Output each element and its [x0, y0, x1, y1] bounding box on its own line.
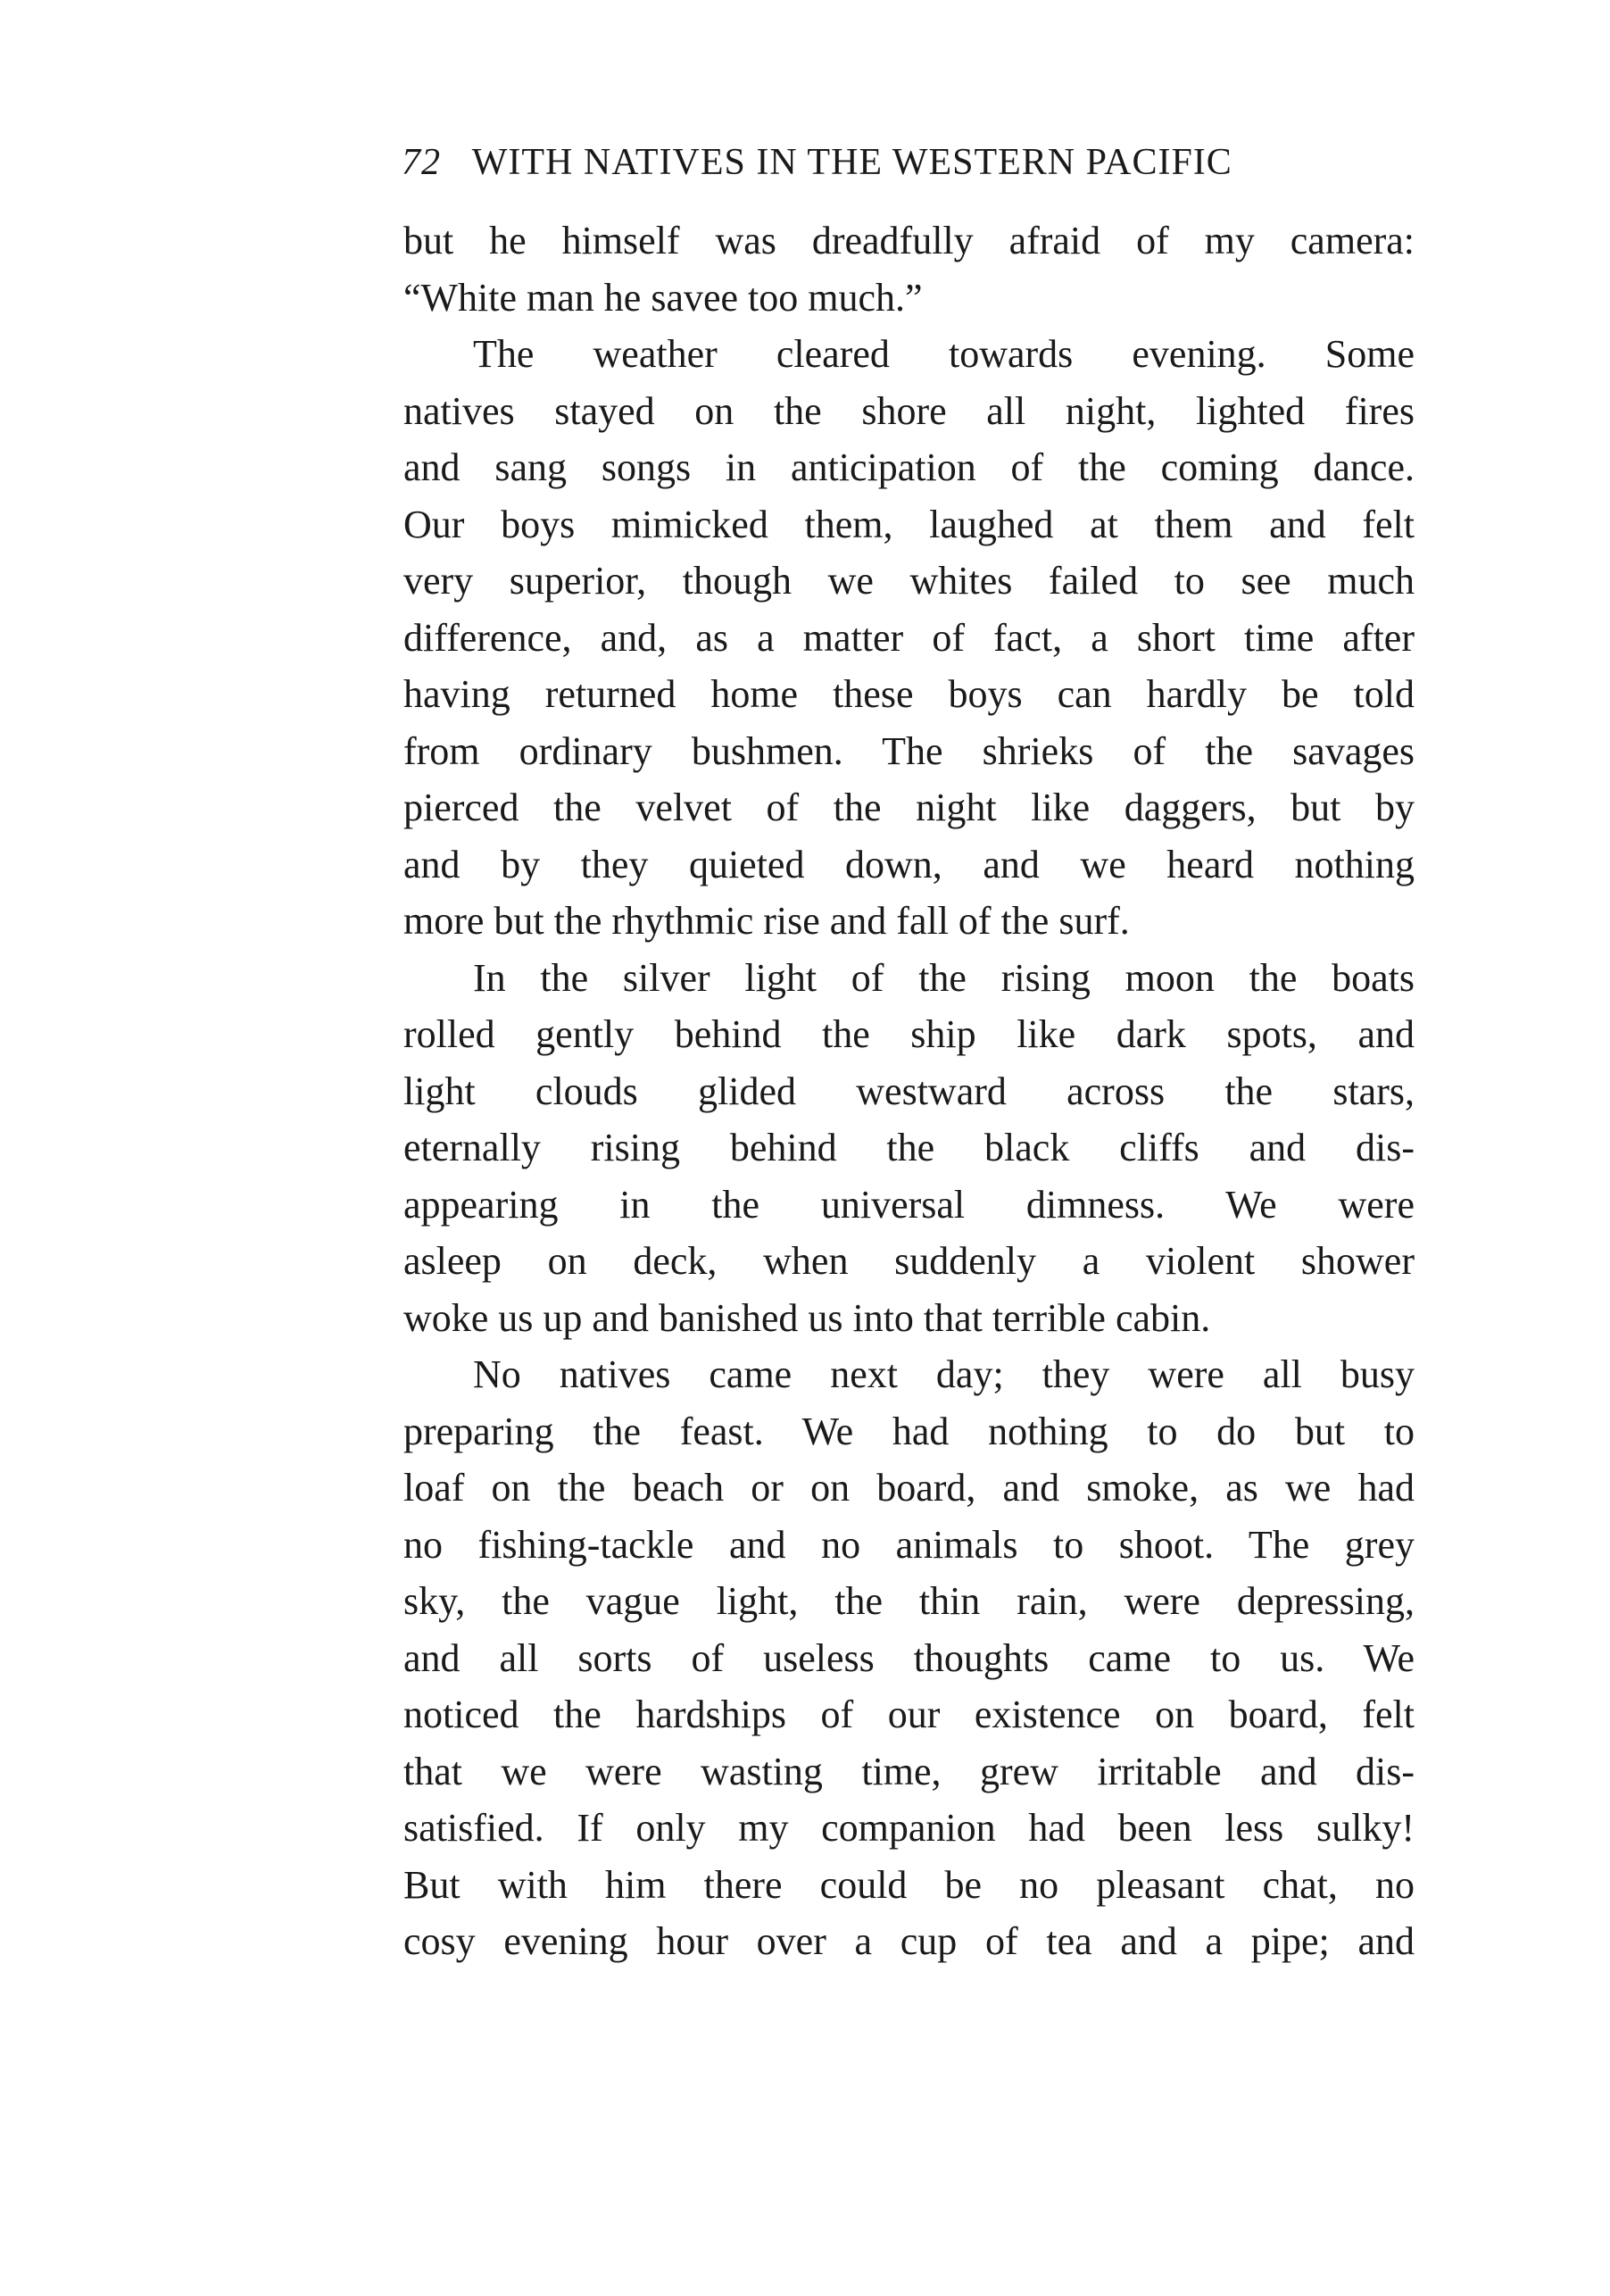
text-line: noticed the hardships of our existence on board, felt: [403, 1693, 1415, 1736]
text-line: that we were wasting time, grew irritable and dis-: [403, 1749, 1415, 1793]
text-line: appearing in the universal dimness. We were: [403, 1182, 1415, 1227]
page-number: 72: [402, 142, 441, 183]
text-line: and all sorts of useless thoughts came to us. We: [403, 1635, 1415, 1680]
text-line: No natives came next day; they were all busy: [473, 1352, 1415, 1396]
text-line: light clouds glided westward across the stars,: [403, 1069, 1415, 1113]
text-line: and sang songs in anticipation of the coming dance.: [403, 445, 1415, 489]
text-line: asleep on deck, when suddenly a violent shower: [403, 1239, 1415, 1283]
text-line: sky, the vague light, the thin rain, were depressing,: [403, 1579, 1415, 1623]
text-line: preparing the feast. We had nothing to do but to: [403, 1409, 1415, 1453]
text-line: rolled gently behind the ship like dark spots, and: [403, 1012, 1415, 1056]
text-line: more but the rhythmic rise and fall of the surf.: [403, 899, 1130, 943]
text-line: no fishing-tackle and no animals to shoot. The grey: [403, 1522, 1415, 1567]
text-line: difference, and, as a matter of fact, a short time after: [403, 615, 1415, 660]
text-line: Our boys mimicked them, laughed at them and felt: [403, 502, 1415, 546]
text-line: In the silver light of the rising moon the boats: [473, 955, 1415, 1000]
text-line: eternally rising behind the black cliffs and dis-: [403, 1126, 1415, 1169]
text-line: pierced the velvet of the night like daggers, but by: [403, 786, 1415, 829]
text-line: having returned home these boys can hardly be told: [403, 672, 1415, 716]
running-title: WITH NATIVES IN THE WESTERN PACIFIC: [471, 142, 1232, 183]
text-line: natives stayed on the shore all night, lighted fires: [403, 388, 1415, 433]
text-line: cosy evening hour over a cup of tea and a pipe; and: [403, 1919, 1415, 1963]
body-text: [403, 212, 1415, 1970]
text-line: “White man he savee too much.”: [403, 275, 923, 320]
text-line: but he himself was dreadfully afraid of my camera:: [403, 219, 1415, 262]
text-line: and by they quieted down, and we heard nothing: [403, 842, 1415, 886]
running-head: [402, 136, 1401, 189]
text-line: woke us up and banished us into that terrible cabin.: [403, 1295, 1211, 1340]
text-line: loaf on the beach or on board, and smoke, as we had: [403, 1466, 1415, 1510]
text-line: from ordinary bushmen. The shrieks of the savages: [403, 728, 1415, 773]
text-line: very superior, though we whites failed to see much: [403, 559, 1415, 603]
text-line: But with him there could be no pleasant chat, no: [403, 1862, 1415, 1907]
text-line: satisfied. If only my companion had been less sulky!: [403, 1806, 1415, 1850]
text-line: The weather cleared towards evening. Some: [473, 332, 1415, 376]
